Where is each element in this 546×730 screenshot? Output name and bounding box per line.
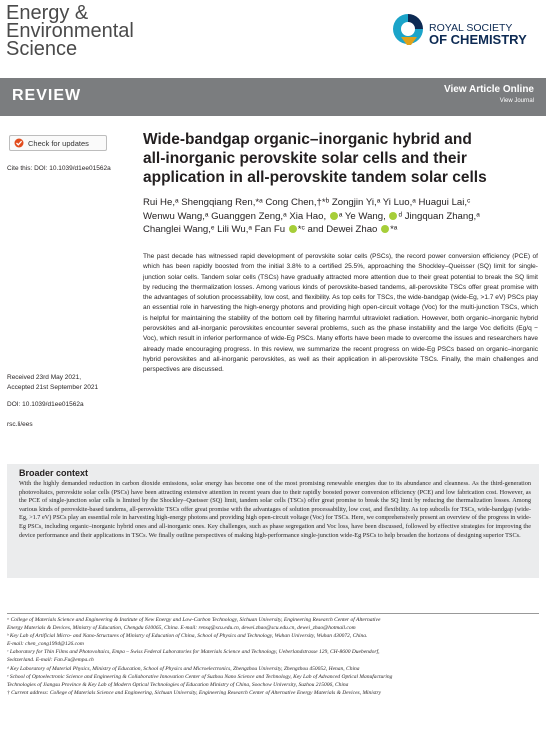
received-date: Received 23rd May 2021, [7, 374, 82, 381]
rsc-logo[interactable] [391, 10, 541, 54]
footnote-line: ᵃ College of Materials Science and Engineering & Institute of New Energy and Low-Carbon Technology, Sichuan University, Engineering Research Center of Alternative [7, 617, 381, 623]
footnote-divider [7, 613, 539, 614]
accepted-date: Accepted 21st September 2021 [7, 384, 99, 391]
check-for-updates-button[interactable] [9, 135, 107, 151]
rsc-link[interactable]: rsc.li/ees [7, 421, 33, 428]
author-line [143, 210, 538, 224]
footnote-line: ᶜ Laboratory for Thin Films and Photovoltaics, Empa – Swiss Federal Laboratories for Materials Science and Technology, Ueberlandstrasse 129, CH-8600 Duebendorf, [7, 649, 380, 656]
author-segment: *ᶜ [297, 224, 305, 235]
author-list [143, 196, 538, 237]
article-title-line: Wide-bandgap organic–inorganic hybrid and [143, 131, 472, 148]
journal-title-line3: Science [6, 38, 78, 60]
journal-title-line2: Environmental [6, 20, 134, 42]
view-article-online-link[interactable]: View Article Online [443, 84, 534, 95]
orcid-icon[interactable] [330, 212, 338, 220]
crossmark-icon [14, 138, 24, 148]
abstract: The past decade has witnessed rapid development of perovskite solar cells (PSCs), the record power conversion efficiency (PCE) of which has been rapidly boosted from the initial 3.8% to a certified 25.5%, approaching the Shockley–Queisser (SQ) limit for single-junction solar cells. Tandem solar cells (TSCs) have gradually attracted more attention due to their great potential to break the SQ limit by reducing the thermalization losses. Among various kinds of perovskite-based tandems, all-perovskite TSCs offer great promise with the advantages of solution processability, low cost, and flexibility. As top cells for TSCs, the wide-bandgap (wide-Eg, >1.7 eV) PSCs play an essential role in harvesting the high-energy photons and providing high open-circuit voltage (Voc) for the multi-junction TSCs, which is helpful for maintaining the stability of the bottom cell by filtering harmful ultraviolet radiation. However, both organic–inorganic hybrid perovskites and all-inorganic perovskites encounter several problems, such as the phase instability and the large Voc deficits (Eg/q − Voc), which result in inferior performance of wide-Eg PSCs. Many efforts have been made to overcome the issues and researchers have already made encouraging progress. In this review, we summarize the recent progress on wide-Eg PSCs based on organic–inorganic hybrid perovskites and all-inorganic perovskites, as well as their application in all-perovskite TSCs. Finally, the main challenges and perspectives are discussed. [143, 253, 538, 374]
footnote-line: ᵈ Key Laboratory of Material Physics, Ministry of Education, School of Physics and Microelectronics, Zhengzhou University, Zhengzhou 450052, Henan, China [7, 665, 360, 672]
rsc-name-line2: OF CHEMISTRY [429, 32, 527, 47]
author-segment: Changlei Wang,ᵉ Lili Wu,ᵃ Fan Fu [143, 224, 286, 235]
author-line [143, 223, 538, 237]
article-title [143, 130, 533, 187]
cite-this: Cite this: DOI: 10.1039/d1ee01562a [7, 165, 111, 172]
check-for-updates-label: Check for updates [28, 138, 89, 148]
footnote-line: ᵇ Key Lab of Artificial Micro- and Nano-Structures of Ministry of Education of China, School of Physics and Technology, Wuhan University, Wuhan 430072, China. [7, 633, 368, 640]
orcid-icon[interactable] [289, 225, 297, 233]
footnote-line: ᵉ School of Optoelectronic Science and Engineering & Collaborative Innovation Center of Suzhou Nano Science and Technology, Key Lab of Advanced Optical Manufacturing [7, 673, 393, 680]
orcid-icon[interactable] [389, 212, 397, 220]
rsc-name-line1: ROYAL SOCIETY [429, 22, 513, 34]
broader-context-text: With the highly demanded reduction in carbon dioxide emissions, solar energy has become one of the most promising renewable energies due to its abundance and cleanness. As the third-generation photovoltaics, perovskite solar cells (PSCs) have been attracting extensive attention in recent years due to their rapidly boosted power conversion efficiency (PCE) and low fabrication cost. However, as the PCE of single-junction solar cells is limited by the Shockley–Queisser (SQ) limit, tandem solar cells (TSCs) offer great promise to break the SQ limit by reducing the thermalization losses. Among various kinds of perovskite-based tandems, all-perovskite TSCs offer great promise with the advantages of solution processability, low cost, and flexibility. As top subcells for TSCs, wide-bandgap (wide-Eg, >1.7 eV) PSCs play an essential role in harvesting high-energy photons and providing high open-circuit voltage (Voc) for TSCs. Here, we comprehensively present an overview of the progress in wide-Eg PSCs, including organic–inorganic hybrid ones and all-inorganic ones. Key challenges, such as phase segregation and Voc loss, have been discussed, followed by effective strategies for improving the device performance and their applications in TSCs. We finally outline perspectives of making high-performance single-junction wide-Eg PSCs to help broaden the horizons of designing superior TSCs. [19, 480, 531, 539]
footnote-line: E-mail: chen_cong1994@126.com [7, 641, 84, 648]
author-segment: ᵃ Ye Wang, [338, 210, 386, 222]
article-title-line: all-inorganic perovskite solar cells and their [143, 150, 467, 167]
author-segment: and Dewei Zhao [307, 224, 378, 235]
article-title-line: application in all-perovskite tandem solar cells [143, 169, 487, 186]
author-line: Rui He,ᵃ Shengqiang Ren,*ᵃ Cong Chen,†*ᵇ Zongjin Yi,ᵃ Yi Luo,ᵃ Huagui Lai,ᶜ [143, 197, 471, 208]
journal-title [6, 4, 134, 58]
footnote-line: Technologies of Jiangsu Province & Key Lab of Modern Optical Technologies of Education Ministry of China, Soochow University, Suzhou 215006, China [7, 681, 349, 688]
article-type-label: REVIEW [12, 87, 82, 104]
footnote-line: Switzerland. E-mail: Fan.Fu@empa.ch [7, 657, 94, 664]
author-segment: ᵈ Jingquan Zhang,ᵃ [398, 210, 480, 222]
footnote-line: Energy Materials & Devices, Ministry of Education, Chengdu 610065, China. E-mail: rensq@scu.edu.cn, dewei.zhao@scu.edu.cn, dewei_zhao@hotmail.com [7, 625, 356, 632]
author-segment: *ᵃ [390, 224, 398, 235]
doi-text[interactable]: DOI: 10.1039/d1ee01562a [7, 401, 84, 408]
broader-context-title: Broader context [19, 468, 89, 478]
journal-title-line1: Energy & [6, 2, 89, 24]
affiliation-footnotes [7, 616, 541, 697]
footnote-line: † Current address: College of Materials Science and Engineering, Sichuan University, Engineering Research Center of Alternative Energy Materials & Devices, Ministry [7, 689, 382, 696]
author-segment: Wenwu Wang,ᵃ Guanggen Zeng,ᵃ Xia Hao, [143, 210, 327, 222]
orcid-icon[interactable] [381, 225, 389, 233]
view-journal-link[interactable]: View Journal [499, 98, 534, 104]
rsc-emblem-icon [391, 12, 425, 48]
